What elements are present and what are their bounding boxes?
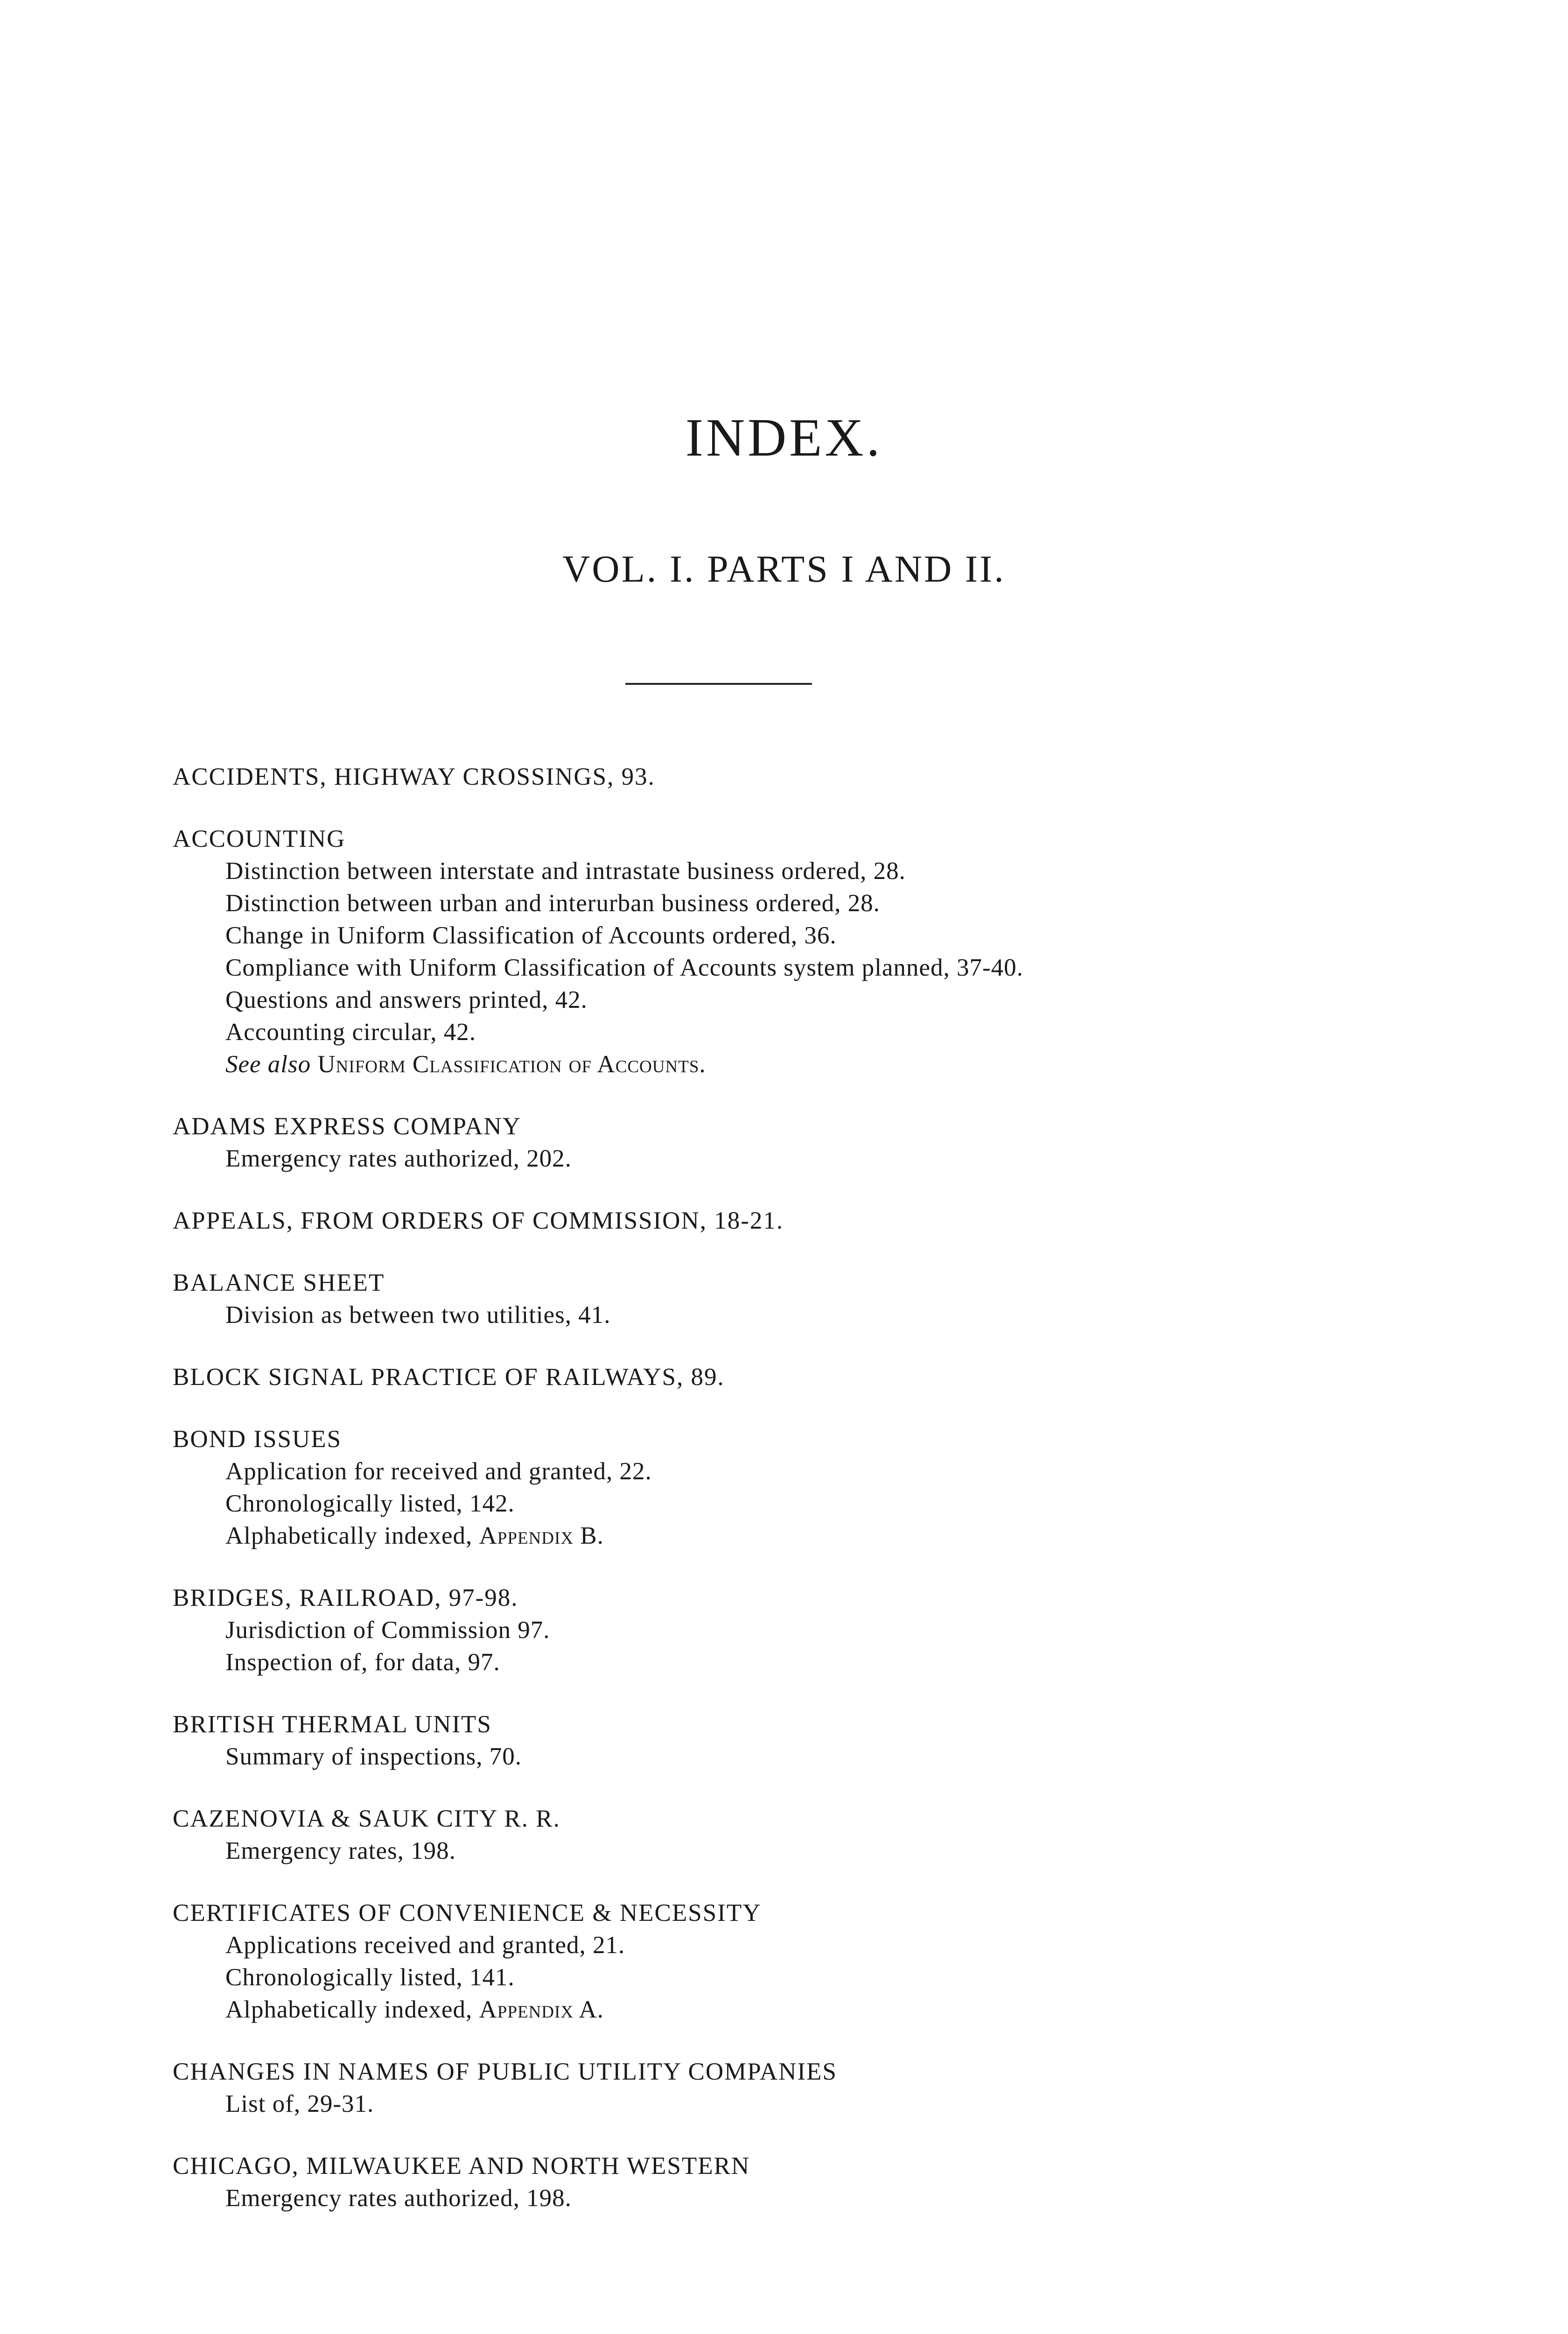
index-entry-changes-in-names [173, 2056, 1479, 2120]
appendix-letter: A. [579, 1996, 604, 2023]
title-divider [625, 683, 812, 685]
entry-subline: Accounting circular, 42. [225, 1019, 476, 1046]
page-subtitle: VOL. I. PARTS I AND II. [562, 548, 1006, 590]
index-entry-accidents [173, 761, 1479, 793]
index-entry-cazenovia [173, 1803, 1479, 1867]
appendix-ref: Appendix [479, 1522, 574, 1549]
entry-subline: Distinction between urban and interurban business ordered, 28. [225, 890, 880, 917]
entry-subline: Distinction between interstate and intrastate business ordered, 28. [225, 858, 906, 885]
entry-heading: CERTIFICATES OF CONVENIENCE & NECESSITY [173, 1899, 762, 1926]
appendix-text: Alphabetically indexed, [225, 1522, 473, 1549]
entry-subline: Applications received and granted, 21. [225, 1932, 625, 1959]
entry-subline: Compliance with Uniform Classification of Accounts system planned, 37-40. [225, 954, 1023, 981]
appendix-line [173, 1994, 1479, 2026]
see-also-prefix: See also [225, 1051, 311, 1078]
entry-heading: BRIDGES, RAILROAD, 97-98. [173, 1584, 518, 1611]
entry-heading: CAZENOVIA & SAUK CITY R. R. [173, 1805, 560, 1832]
page-title: INDEX. [685, 408, 883, 467]
entry-subline: List of, 29-31. [225, 2090, 374, 2117]
entry-heading: ACCOUNTING [173, 825, 346, 852]
entry-subline: Questions and answers printed, 42. [225, 986, 588, 1013]
index-entry-bond-issues [173, 1423, 1479, 1552]
entry-subline: Emergency rates authorized, 198. [225, 2185, 572, 2212]
entry-heading: CHANGES IN NAMES OF PUBLIC UTILITY COMPANIES [173, 2058, 837, 2085]
entry-subline: Chronologically listed, 141. [225, 1964, 515, 1991]
entry-subline: Inspection of, for data, 97. [225, 1649, 500, 1676]
index-entry-appeals [173, 1205, 1479, 1237]
entry-subline: Change in Uniform Classification of Accounts ordered, 36. [225, 922, 837, 949]
see-also-line [173, 1048, 1479, 1081]
entry-heading: CHICAGO, MILWAUKEE AND NORTH WESTERN [173, 2152, 750, 2179]
entry-heading: ADAMS EXPRESS COMPANY [173, 1113, 521, 1140]
entry-heading: BRITISH THERMAL UNITS [173, 1711, 492, 1738]
entry-subline: Emergency rates authorized, 202. [225, 1145, 572, 1172]
entry-heading: BLOCK SIGNAL PRACTICE OF RAILWAYS, 89. [173, 1364, 725, 1391]
index-entries [173, 761, 1479, 2244]
index-entry-certificates [173, 1897, 1479, 2026]
entry-heading: BALANCE SHEET [173, 1269, 385, 1296]
index-entry-accounting [173, 823, 1479, 1081]
entry-heading: ACCIDENTS, HIGHWAY CROSSINGS, 93. [173, 763, 655, 790]
entry-heading: APPEALS, FROM ORDERS OF COMMISSION, 18-21. [173, 1207, 784, 1234]
index-entry-balance-sheet [173, 1267, 1479, 1331]
entry-subline: Summary of inspections, 70. [225, 1743, 522, 1770]
appendix-ref: Appendix [479, 1996, 574, 2023]
index-entry-block-signal [173, 1361, 1479, 1393]
index-entry-british-thermal-units [173, 1708, 1479, 1773]
entry-subline: Application for received and granted, 22. [225, 1458, 652, 1485]
entry-subline: Division as between two utilities, 41. [225, 1301, 611, 1329]
entry-subline: Chronologically listed, 142. [225, 1490, 515, 1517]
entry-heading: BOND ISSUES [173, 1426, 342, 1453]
index-entry-adams-express [173, 1111, 1479, 1175]
see-also-reference: Uniform Classification of Accounts. [317, 1051, 706, 1078]
index-entry-chicago-milwaukee [173, 2150, 1479, 2214]
entry-subline: Jurisdiction of Commission 97. [225, 1617, 550, 1644]
appendix-text: Alphabetically indexed, [225, 1996, 473, 2023]
entry-subline: Emergency rates, 198. [225, 1837, 456, 1864]
appendix-line [173, 1520, 1479, 1552]
appendix-letter: B. [580, 1522, 604, 1549]
index-entry-bridges [173, 1582, 1479, 1679]
